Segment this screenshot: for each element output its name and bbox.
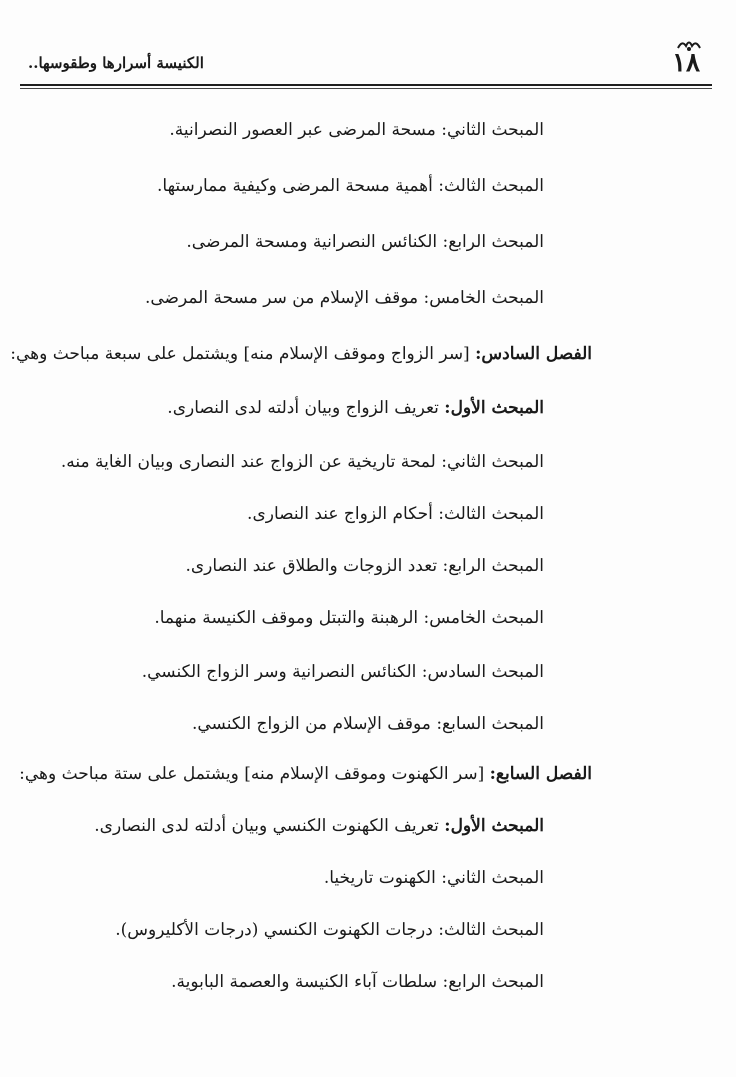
toc-line: المبحث الثالث: أهمية مسحة المرضى وكيفية ممارستها. [157, 176, 544, 196]
page-number: ١٨ [672, 48, 700, 78]
toc-line: المبحث الثاني: لمحة تاريخية عن الزواج عند النصارى وبيان الغاية منه. [60, 452, 544, 472]
header-rule [20, 84, 712, 86]
toc-line: المبحث السابع: موقف الإسلام من الزواج الكنسي. [191, 714, 544, 734]
toc-line: المبحث الثاني: الكهنوت تاريخيا. [323, 868, 544, 888]
toc-line: المبحث الأول: تعريف الزواج وبيان أدلته لدى النصارى. [167, 398, 544, 418]
toc-line: المبحث الرابع: الكنائس النصرانية ومسحة المرضى. [186, 232, 544, 252]
toc-line: المبحث الخامس: الرهبنة والتبتل وموقف الكنيسة منهما. [154, 608, 544, 628]
toc-line: المبحث السادس: الكنائس النصرانية وسر الزواج الكنسي. [141, 662, 544, 682]
chapter-heading: الفصل السادس: [سر الزواج وموقف الإسلام منه] ويشتمل على سبعة مباحث وهي: [10, 344, 592, 364]
toc-line: المبحث الرابع: تعدد الزوجات والطلاق عند النصارى. [185, 556, 544, 576]
toc-line: المبحث الثاني: مسحة المرضى عبر العصور النصرانية. [169, 120, 544, 140]
toc-line: المبحث الأول: تعريف الكهنوت الكنسي وبيان أدلته لدى النصارى. [94, 816, 544, 836]
page-header [22, 44, 710, 86]
running-title: الكنيسة أسرارها وطقوسها.. [28, 54, 204, 72]
toc-line: المبحث الخامس: موقف الإسلام من سر مسحة المرضى. [144, 288, 544, 308]
chapter-heading: الفصل السابع: [سر الكهنوت وموقف الإسلام منه] ويشتمل على ستة مباحث وهي: [19, 764, 592, 784]
toc-line: المبحث الثالث: درجات الكهنوت الكنسي (درجات الأكليروس). [115, 920, 544, 940]
header-rule-thin [20, 88, 712, 89]
toc-line: المبحث الثالث: أحكام الزواج عند النصارى. [247, 504, 544, 524]
toc-line: المبحث الرابع: سلطات آباء الكنيسة والعصمة البابوية. [171, 972, 544, 992]
